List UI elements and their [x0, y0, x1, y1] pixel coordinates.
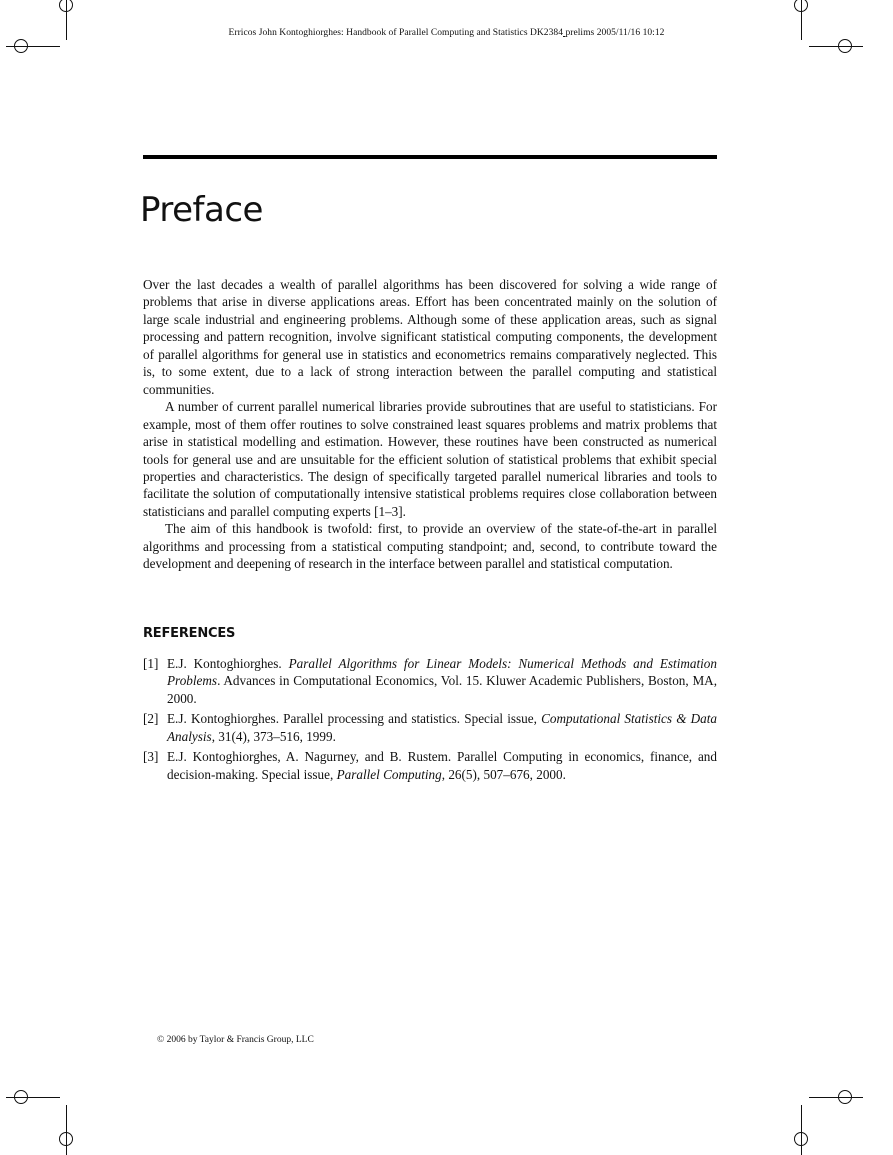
running-head-suffix: prelims 2005/11/16 10:12: [565, 28, 665, 38]
crop-mark-bottom-right: [793, 1080, 893, 1155]
reference-item: [143, 655, 717, 707]
reference-number: [3]: [143, 749, 159, 765]
chapter-title: Preface: [140, 190, 263, 230]
reference-details: , 26(5), 507–676, 2000.: [441, 766, 566, 782]
paragraph-2: A number of current parallel numerical libraries provide subroutines that are useful to statisticians. For example, most of them offer routines to solve constrained least squares problems and matrix problems that arise in statistical modelling and estimation. However, these routines have been constructed as numerical tools for general use and are unsuitable for the efficient solution of statistical problems that exhibit special properties and characteristics. The design of specifically targeted parallel numerical libraries and tools to facilitate the solution of computationally intensive statistical problems requires close collaboration between statisticians and parallel computing experts [1–3].: [143, 399, 717, 519]
reference-text: E.J. Kontoghiorghes.: [167, 656, 289, 671]
reference-details: , 31(4), 373–516, 1999.: [211, 728, 336, 744]
running-head: [0, 28, 893, 38]
copyright-footer: © 2006 by Taylor & Francis Group, LLC: [157, 1035, 314, 1045]
crop-mark-bottom-left: [0, 1080, 80, 1155]
reference-text: E.J. Kontoghiorghes, A. Nagurney, and B. Rustem. Parallel Computing in economics, finance, and decision-making. Special issue,: [167, 749, 717, 782]
reference-text: E.J. Kontoghiorghes. Parallel processing and statistics. Special issue,: [167, 711, 542, 727]
reference-item: [143, 710, 717, 745]
references-list: [143, 655, 717, 786]
reference-journal: Parallel Computing: [336, 766, 442, 782]
running-head-prefix: Erricos John Kontoghiorghes: Handbook of Parallel Computing and Statistics DK2384: [228, 28, 564, 38]
paragraph-1: Over the last decades a wealth of parallel algorithms has been discovered for solving a wide range of problems that arise in diverse applications areas. Effort has been concentrated mainly on the solution of large scale industrial and engineering problems. Although some of these application areas, such as signal processing and pattern recognition, involve significant statistical computing components, the development of parallel algorithms for general use in statistics and econometrics remains comparatively neglected. This is, to some extent, due to a lack of strong interaction between the parallel computing and statistical communities.: [143, 277, 717, 397]
reference-number: [2]: [143, 711, 159, 727]
reference-number: [1]: [143, 656, 159, 671]
references-heading: REFERENCES: [143, 626, 236, 641]
crop-mark-top-left: [0, 0, 80, 80]
preface-body: [143, 276, 717, 573]
crop-mark-top-right: [793, 0, 893, 80]
paragraph-3: The aim of this handbook is twofold: first, to provide an overview of the state-of-the-art in parallel algorithms and processing from a statistical computing standpoint; and, second, to contribute toward the development and deepening of research in the interface between parallel and statistical computation.: [143, 521, 717, 572]
reference-details: . Advances in Computational Economics, Vol. 15. Kluwer Academic Publishers, Boston, MA, 2000.: [167, 673, 717, 706]
reference-journal: Computational Statistics & Data Analysis: [167, 711, 718, 744]
chapter-rule: [143, 155, 717, 159]
reference-title: Parallel Algorithms for Linear Models: Numerical Methods and Estimation Problems: [167, 656, 717, 689]
reference-item: [143, 748, 717, 783]
